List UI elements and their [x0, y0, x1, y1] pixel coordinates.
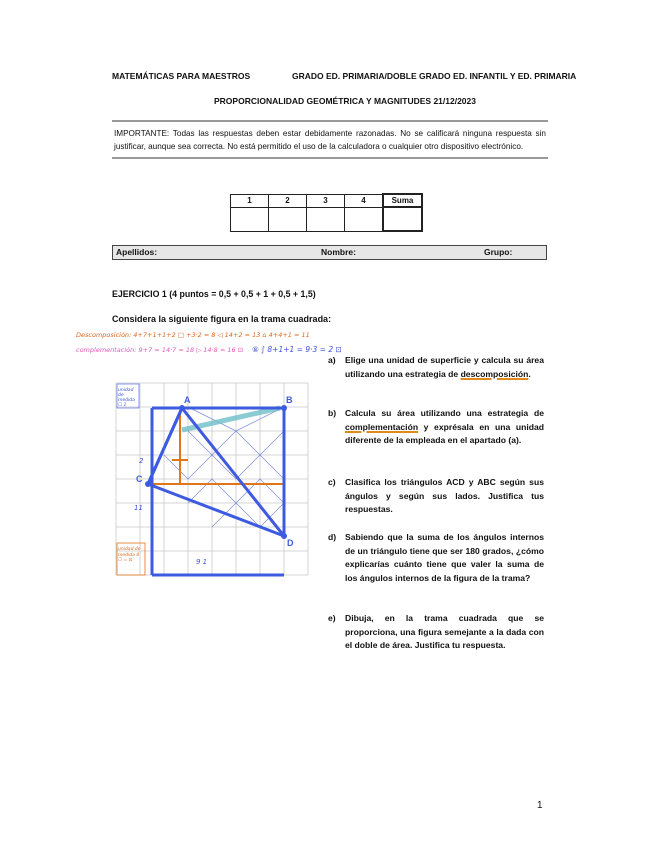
- pen-subdivisions: [164, 407, 284, 527]
- exercise-title: EJERCICIO 1 (4 puntos = 0,5 + 0,5 + 1 + 0,5 + 1,5): [112, 289, 316, 299]
- handwritten-blue-formula: ⑧ ∫ 8+1+1 = 9·3 = 2 ⊡: [252, 345, 342, 354]
- name-label: Nombre:: [321, 247, 356, 257]
- score-header-2: 2: [269, 194, 307, 207]
- handwritten-complementation: complementación: 9+7 = 14·7 = 18 ▷ 14·8 = 16 ⊡: [76, 346, 244, 354]
- vertex-label-d: D: [287, 538, 294, 548]
- question-a-text: Elige una unidad de superficie y calcula su área utilizando una estrategia de: [345, 355, 544, 379]
- score-cell-1: [231, 207, 269, 231]
- question-c-label: c): [328, 477, 336, 487]
- question-d: [328, 531, 544, 585]
- exam-title: PROPORCIONALIDAD GEOMÉTRICA Y MAGNITUDES 21/12/2023: [214, 96, 476, 106]
- group-label: Grupo:: [484, 247, 513, 257]
- question-b-underlined: complementación: [345, 421, 419, 432]
- score-cell-sum: [383, 207, 422, 231]
- score-cell-2: [269, 207, 307, 231]
- vertex-label-a: A: [184, 395, 191, 405]
- handwritten-bottom-number: 9 1: [196, 558, 208, 566]
- score-header-3: 3: [307, 194, 345, 207]
- score-table: [230, 193, 423, 232]
- handwritten-side-number: 2: [139, 457, 144, 465]
- handwritten-unit-box-top: unidad de medida ☐ 1: [118, 388, 135, 408]
- score-header-sum: Suma: [383, 194, 422, 207]
- question-d-text: Sabiendo que la suma de los ángulos internos de un triángulo tiene que ser 180 grados, ¿cómo explicarías cuánto tiene que valer la suma de los ángulos internos de la figura de la trama?: [345, 532, 544, 583]
- figure-outline: [148, 408, 284, 575]
- question-a-underlined: descomposición: [460, 368, 529, 379]
- handwritten-decomposition: Descomposición: 4+7+1+1+2 □ +3·2 = 8 ◁ 14+2 = 13 ⌂ 4+4+1 = 11: [76, 331, 310, 339]
- question-b-end: y exprésala en una unidad diferente de la empleada en el apartado (a).: [345, 421, 544, 445]
- handwritten-unit-box-bottom: unidad de medida 4 ☐ = ⊡: [118, 547, 141, 563]
- course-subject: MATEMÁTICAS PARA MAESTROS: [112, 71, 251, 81]
- score-header-1: 1: [231, 194, 269, 207]
- handwritten-left-mark: 11: [134, 504, 143, 512]
- question-b-label: b): [328, 408, 337, 418]
- exercise-intro: Considera la siguiente figura en la trama cuadrada:: [112, 314, 332, 324]
- question-e-label: e): [328, 613, 336, 623]
- question-a-end: .: [528, 368, 531, 379]
- question-d-label: d): [328, 532, 337, 542]
- vertex-label-c: C: [136, 474, 143, 484]
- question-b: [328, 407, 544, 448]
- important-notice: IMPORTANTE: Todas las respuestas deben estar debidamente razonadas. No se calificará ninguna respuesta sin justificar, aunque sea correcta. No está permitido el uso de la calculadora o cualquier otro dispositivo electrónico.: [112, 120, 548, 159]
- course-degree: GRADO ED. PRIMARIA/DOBLE GRADO ED. INFANTIL Y ED. PRIMARIA: [292, 71, 577, 81]
- question-e-text: Dibuja, en la trama cuadrada que se proporciona, una figura semejante a la dada con el doble de área. Justifica tu respuesta.: [345, 613, 544, 650]
- score-cell-4: [345, 207, 384, 231]
- question-b-text: Calcula su área utilizando una estrategia de: [345, 408, 544, 418]
- surname-label: Apellidos:: [116, 247, 158, 257]
- student-info-bar: [112, 245, 547, 260]
- score-header-4: 4: [345, 194, 384, 207]
- score-cell-3: [307, 207, 345, 231]
- question-a-label: a): [328, 355, 336, 365]
- vertex-points: [145, 405, 287, 539]
- question-c: [328, 476, 544, 517]
- vertex-label-b: B: [286, 395, 293, 405]
- question-a: [328, 354, 544, 381]
- question-e: [328, 612, 544, 653]
- question-c-text: Clasifica los triángulos ACD y ABC según sus ángulos y según sus lados. Justifica tus respuestas.: [345, 477, 544, 514]
- page-number: 1: [537, 800, 543, 811]
